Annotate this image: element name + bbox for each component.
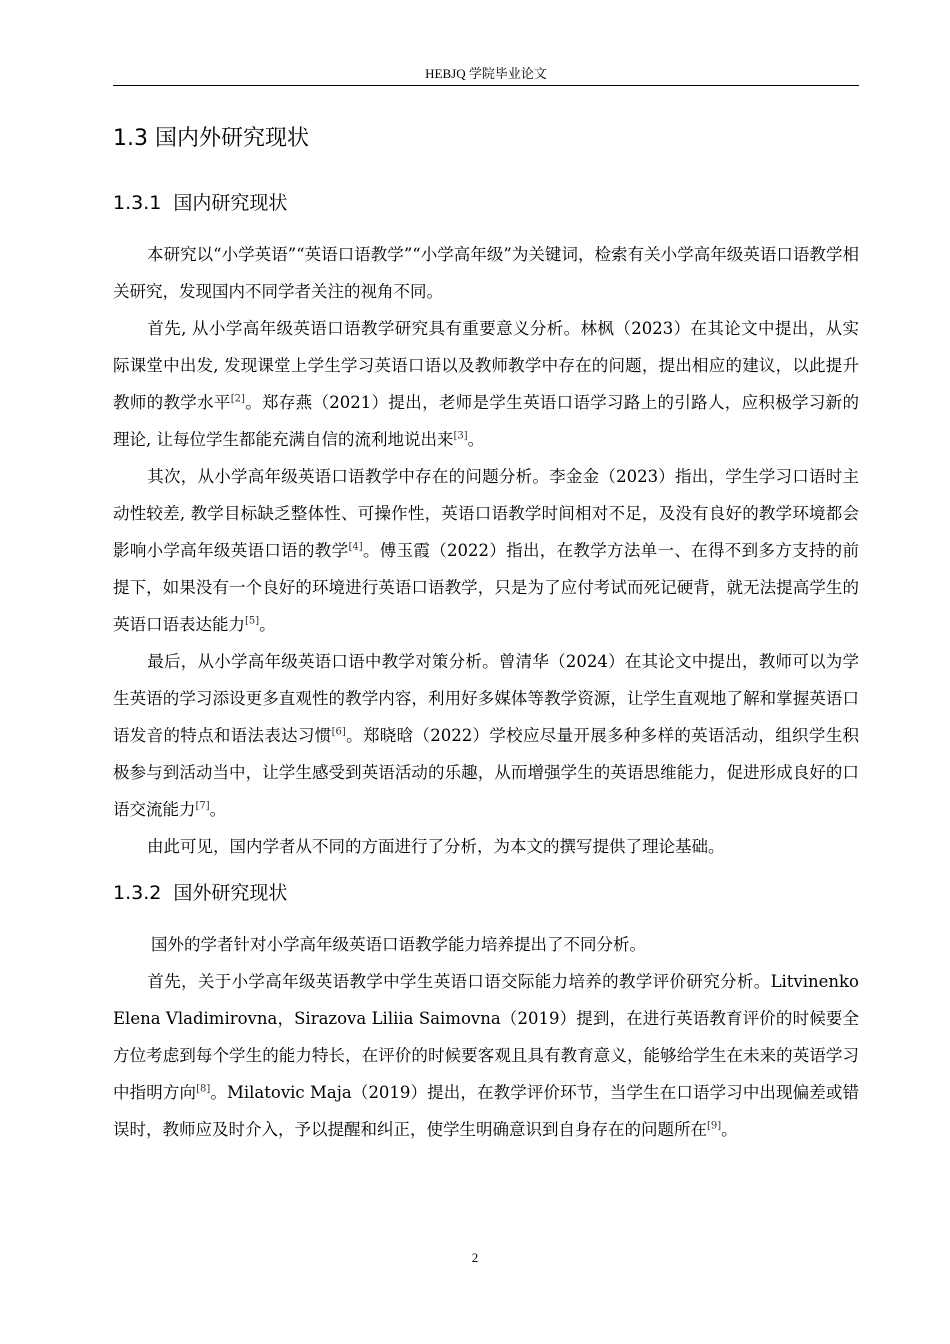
citation: [4] — [348, 541, 363, 553]
paragraph-text: 最后，从小学高年级英语口语中教学对策分析。曾清华（2024）在其论文中提出，教师可以为学生英语的学习添设更多直观性的教学内容，利用好多媒体等教学资源，让学生直观地了解和掌握英语口语发音的特点和语法表达习惯 — [113, 652, 859, 745]
citation: [3] — [453, 430, 468, 442]
page-header — [113, 66, 859, 82]
paragraph — [113, 458, 859, 643]
citation: [7] — [195, 800, 210, 812]
paragraph — [113, 310, 859, 458]
subsection-number: 1.3.2 — [113, 882, 162, 904]
paragraph — [113, 236, 859, 310]
paragraph-text: 。Milatovic Maja（2019）提出，在教学评价环节，当学生在口语学习中出现偏差或错误时，教师应及时介入，予以提醒和纠正，使学生明确意识到自身存在的问题所在 — [113, 1083, 859, 1139]
citation: [8] — [196, 1083, 211, 1095]
paragraph-text: 。 — [467, 430, 485, 449]
citation: [5] — [245, 615, 260, 627]
paragraph-text: 。郑晓晗（2022）学校应尽量开展多种多样的英语活动，组织学生积极参与到活动当中，让学生感受到英语活动的乐趣，从而增强学生的英语思维能力，促进形成良好的口语交流能力 — [113, 726, 860, 819]
paragraph-text: 。 — [721, 1120, 738, 1139]
header-rule — [113, 85, 859, 86]
paragraph — [113, 963, 859, 1148]
page-number: 2 — [471, 1250, 479, 1265]
paragraph-text: 。郑存燕（2021）提出，老师是学生英语口语学习路上的引路人，应积极学习新的理论, 让每位学生都能充满自信的流利地说出来 — [113, 393, 860, 449]
paragraph — [113, 643, 859, 828]
citation: [6] — [331, 726, 346, 738]
subsection-heading-domestic — [113, 190, 287, 216]
paragraph — [113, 926, 859, 963]
paragraph-text: 首先，关于小学高年级英语教学中学生英语口语交际能力培养的教学评价研究分析。Litvinenko Elena Vladimirovna，Sirazova Liliia Saimovna（2019）提到，在进行英语教育评价的时候要全方位考虑到每个学生的能力特长，在评价的时候要客观且具有教育意义，能够给学生在未来的英语学习中指明方向 — [113, 972, 859, 1102]
subsection-title: 国内研究现状 — [173, 192, 288, 214]
paragraph — [113, 828, 859, 865]
paragraph-text: 由此可见，国内学者从不同的方面进行了分析，为本文的撰写提供了理论基础。 — [147, 837, 725, 856]
subsection-title: 国外研究现状 — [173, 882, 288, 904]
section-heading: 1.3 国内外研究现状 — [113, 126, 309, 151]
header-title: HEBJQ 学院毕业论文 — [425, 66, 547, 81]
paragraph-text: 国外的学者针对小学高年级英语口语教学能力培养提出了不同分析。 — [151, 935, 646, 954]
subsection-heading-foreign — [113, 880, 287, 906]
paragraph-text: 其次，从小学高年级英语口语教学中存在的问题分析。李金金（2023）指出，学生学习口语时主动性较差, 教学目标缺乏整体性、可操作性，英语口语教学时间相对不足，及没有良好的教学环境都会影响小学高年级英语口语的教学 — [113, 467, 859, 560]
paragraph-text: 。傅玉霞（2022）指出，在教学方法单一、在得不到多方支持的前提下，如果没有一个良好的环境进行英语口语教学，只是为了应付考试而死记硬背，就无法提高学生的英语口语表达能力 — [113, 541, 860, 634]
citation: [2] — [230, 393, 245, 405]
paragraph-text: 。 — [259, 615, 276, 634]
subsection-number: 1.3.1 — [113, 192, 162, 214]
paragraph-text: 首先, 从小学高年级英语口语教学研究具有重要意义分析。林枫（2023）在其论文中提出，从实际课堂中出发, 发现课堂上学生学习英语口语以及教师教学中存在的问题，提出相应的建议，以此提升教师的教学水平 — [113, 319, 859, 412]
citation: [9] — [707, 1120, 722, 1132]
paragraph-text: 。 — [209, 800, 227, 819]
paragraph-text: 本研究以“小学英语”“英语口语教学”“小学高年级”为关键词，检索有关小学高年级英语口语教学相关研究，发现国内不同学者关注的视角不同。 — [113, 245, 859, 301]
